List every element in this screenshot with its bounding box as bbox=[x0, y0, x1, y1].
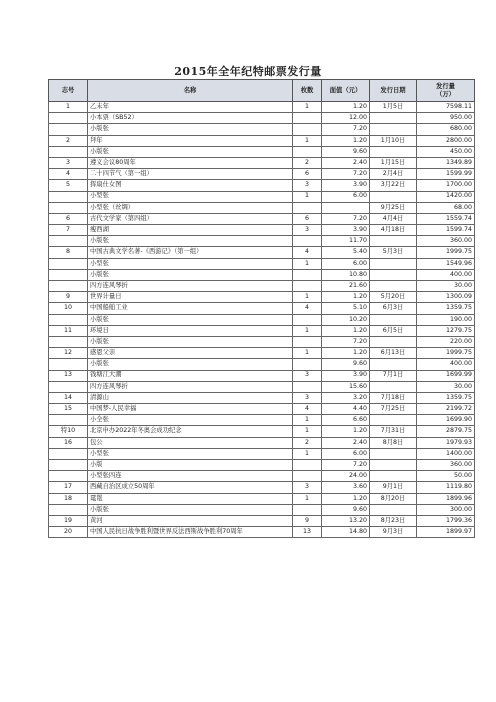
cell-quantity: 1349.89 bbox=[417, 157, 475, 168]
cell-name: 四方连风琴折 bbox=[88, 281, 293, 292]
cell-face-value: 3.60 bbox=[322, 482, 370, 493]
table-row bbox=[49, 325, 475, 336]
cell-face-value: 1.20 bbox=[322, 102, 370, 113]
table-row bbox=[49, 157, 475, 168]
cell-issue-date: 6月5日 bbox=[370, 325, 417, 336]
cell-name: 清源山 bbox=[88, 392, 293, 403]
cell-quantity: 30.00 bbox=[417, 381, 475, 392]
header-quantity-line2: （万） bbox=[436, 90, 455, 98]
cell-issue-number bbox=[49, 471, 88, 482]
cell-name: 中国古典文学名著-《西游记》（第一组） bbox=[88, 247, 293, 258]
cell-count: 4 bbox=[293, 247, 322, 258]
table-row bbox=[49, 482, 475, 493]
cell-count bbox=[293, 381, 322, 392]
table-row bbox=[49, 314, 475, 325]
cell-issue-date: 8月20日 bbox=[370, 493, 417, 504]
cell-quantity: 1700.00 bbox=[417, 180, 475, 191]
cell-issue-number: 特10 bbox=[49, 426, 88, 437]
table-row bbox=[49, 247, 475, 258]
cell-issue-date bbox=[370, 113, 417, 124]
cell-issue-number: 13 bbox=[49, 370, 88, 381]
table-row bbox=[49, 471, 475, 482]
cell-count: 1 bbox=[293, 426, 322, 437]
table-row bbox=[49, 437, 475, 448]
cell-issue-number: 14 bbox=[49, 392, 88, 403]
cell-issue-number: 10 bbox=[49, 303, 88, 314]
cell-issue-number: 12 bbox=[49, 348, 88, 359]
cell-issue-number bbox=[49, 281, 88, 292]
cell-issue-number bbox=[49, 191, 88, 202]
table-row bbox=[49, 113, 475, 124]
cell-quantity: 2800.00 bbox=[417, 135, 475, 146]
cell-issue-number: 17 bbox=[49, 482, 88, 493]
table-row bbox=[49, 504, 475, 515]
cell-name: 小型张四连 bbox=[88, 471, 293, 482]
cell-quantity: 300.00 bbox=[417, 504, 475, 515]
table-row bbox=[49, 404, 475, 415]
cell-count bbox=[293, 113, 322, 124]
cell-issue-number bbox=[49, 448, 88, 459]
cell-issue-date: 5月3日 bbox=[370, 247, 417, 258]
table-row bbox=[49, 180, 475, 191]
cell-name: 小版张 bbox=[88, 359, 293, 370]
cell-issue-number bbox=[49, 415, 88, 426]
cell-face-value: 1.20 bbox=[322, 325, 370, 336]
cell-issue-date: 5月20日 bbox=[370, 292, 417, 303]
cell-name: 遵义会议80周年 bbox=[88, 157, 293, 168]
cell-name: 小版张 bbox=[88, 124, 293, 135]
cell-name: 古代文学家（第四组） bbox=[88, 213, 293, 224]
cell-issue-number: 9 bbox=[49, 292, 88, 303]
cell-face-value: 7.20 bbox=[322, 460, 370, 471]
cell-issue-number: 18 bbox=[49, 493, 88, 504]
stamp-issue-table bbox=[48, 79, 475, 538]
cell-quantity: 1999.75 bbox=[417, 348, 475, 359]
cell-face-value: 13.20 bbox=[322, 515, 370, 526]
table-row bbox=[49, 415, 475, 426]
cell-quantity: 1549.96 bbox=[417, 258, 475, 269]
cell-count: 2 bbox=[293, 437, 322, 448]
cell-face-value: 9.60 bbox=[322, 146, 370, 157]
cell-count: 1 bbox=[293, 348, 322, 359]
cell-count bbox=[293, 471, 322, 482]
cell-name: 鼋鼍 bbox=[88, 493, 293, 504]
cell-issue-date bbox=[370, 336, 417, 347]
cell-quantity: 680.00 bbox=[417, 124, 475, 135]
cell-issue-date: 7月18日 bbox=[370, 392, 417, 403]
cell-count: 3 bbox=[293, 180, 322, 191]
cell-name: 四方连风琴折 bbox=[88, 381, 293, 392]
cell-quantity: 1559.74 bbox=[417, 213, 475, 224]
cell-name: 包公 bbox=[88, 437, 293, 448]
cell-issue-number bbox=[49, 504, 88, 515]
cell-issue-date bbox=[370, 124, 417, 135]
cell-count bbox=[293, 336, 322, 347]
header-quantity-line1: 发行量 bbox=[436, 82, 455, 90]
cell-count: 6 bbox=[293, 169, 322, 180]
table-row bbox=[49, 258, 475, 269]
cell-issue-number: 19 bbox=[49, 515, 88, 526]
cell-issue-number bbox=[49, 236, 88, 247]
cell-face-value: 10.80 bbox=[322, 269, 370, 280]
table-row bbox=[49, 135, 475, 146]
cell-issue-date: 8月23日 bbox=[370, 515, 417, 526]
cell-face-value: 7.20 bbox=[322, 213, 370, 224]
cell-issue-number: 15 bbox=[49, 404, 88, 415]
cell-face-value: 24.00 bbox=[322, 471, 370, 482]
table-row bbox=[49, 191, 475, 202]
cell-name: 乙未年 bbox=[88, 102, 293, 113]
cell-issue-date: 6月13日 bbox=[370, 348, 417, 359]
cell-issue-number bbox=[49, 269, 88, 280]
table-row bbox=[49, 213, 475, 224]
cell-quantity: 1999.75 bbox=[417, 247, 475, 258]
cell-name: 中国人民抗日战争胜利暨世界反法西斯战争胜利70周年 bbox=[88, 527, 293, 538]
cell-face-value: 9.60 bbox=[322, 504, 370, 515]
table-row bbox=[49, 348, 475, 359]
cell-quantity: 2199.72 bbox=[417, 404, 475, 415]
cell-name: 拜年 bbox=[88, 135, 293, 146]
cell-name: 小型张 bbox=[88, 448, 293, 459]
cell-count bbox=[293, 124, 322, 135]
cell-issue-number bbox=[49, 202, 88, 213]
cell-count: 1 bbox=[293, 415, 322, 426]
cell-issue-number: 20 bbox=[49, 527, 88, 538]
cell-issue-number: 11 bbox=[49, 325, 88, 336]
cell-issue-date: 9月25日 bbox=[370, 202, 417, 213]
cell-name: 西藏自治区成立50周年 bbox=[88, 482, 293, 493]
cell-face-value: 7.20 bbox=[322, 124, 370, 135]
cell-quantity: 7598.11 bbox=[417, 102, 475, 113]
table-row bbox=[49, 236, 475, 247]
cell-count: 1 bbox=[293, 493, 322, 504]
header-name: 名称 bbox=[88, 80, 293, 102]
cell-quantity: 1359.75 bbox=[417, 303, 475, 314]
cell-issue-number: 16 bbox=[49, 437, 88, 448]
page-title: 2015年全年纪特邮票发行量 bbox=[174, 65, 322, 78]
cell-face-value: 5.10 bbox=[322, 303, 370, 314]
cell-count: 2 bbox=[293, 157, 322, 168]
cell-count: 3 bbox=[293, 370, 322, 381]
cell-quantity: 360.00 bbox=[417, 236, 475, 247]
table-row bbox=[49, 515, 475, 526]
cell-face-value: 3.20 bbox=[322, 392, 370, 403]
cell-name: 感恩父亲 bbox=[88, 348, 293, 359]
cell-face-value: 1.20 bbox=[322, 292, 370, 303]
cell-face-value: 10.20 bbox=[322, 314, 370, 325]
table-row bbox=[49, 336, 475, 347]
cell-issue-date: 6月3日 bbox=[370, 303, 417, 314]
cell-issue-date bbox=[370, 359, 417, 370]
cell-name: 小本票（SB52） bbox=[88, 113, 293, 124]
cell-issue-number bbox=[49, 314, 88, 325]
cell-issue-number: 5 bbox=[49, 180, 88, 191]
cell-issue-date bbox=[370, 460, 417, 471]
cell-issue-number bbox=[49, 124, 88, 135]
cell-face-value: 9.60 bbox=[322, 359, 370, 370]
header-quantity bbox=[417, 80, 475, 102]
cell-issue-date: 7月1日 bbox=[370, 370, 417, 381]
cell-issue-number bbox=[49, 146, 88, 157]
cell-quantity: 1599.74 bbox=[417, 225, 475, 236]
cell-issue-date: 9月3日 bbox=[370, 527, 417, 538]
cell-face-value: 7.20 bbox=[322, 336, 370, 347]
cell-face-value: 6.00 bbox=[322, 258, 370, 269]
cell-name: 小型张 bbox=[88, 258, 293, 269]
cell-quantity: 50.00 bbox=[417, 471, 475, 482]
cell-face-value: 3.90 bbox=[322, 180, 370, 191]
cell-issue-date bbox=[370, 281, 417, 292]
cell-issue-date bbox=[370, 504, 417, 515]
cell-name: 黄河 bbox=[88, 515, 293, 526]
cell-face-value: 2.40 bbox=[322, 437, 370, 448]
cell-face-value: 11.70 bbox=[322, 236, 370, 247]
cell-quantity: 1599.99 bbox=[417, 169, 475, 180]
cell-quantity: 1899.97 bbox=[417, 527, 475, 538]
cell-issue-date: 3月22日 bbox=[370, 180, 417, 191]
cell-count: 9 bbox=[293, 515, 322, 526]
cell-quantity: 1699.99 bbox=[417, 370, 475, 381]
cell-name: 小版张 bbox=[88, 314, 293, 325]
cell-issue-date bbox=[370, 415, 417, 426]
cell-name: 瘦西湖 bbox=[88, 225, 293, 236]
table-row bbox=[49, 124, 475, 135]
table-row bbox=[49, 448, 475, 459]
cell-face-value: 6.00 bbox=[322, 191, 370, 202]
cell-issue-date bbox=[370, 269, 417, 280]
cell-issue-date bbox=[370, 381, 417, 392]
cell-quantity: 1799.36 bbox=[417, 515, 475, 526]
cell-issue-number: 1 bbox=[49, 102, 88, 113]
table-row bbox=[49, 281, 475, 292]
header-count: 枚数 bbox=[293, 80, 322, 102]
cell-count: 1 bbox=[293, 102, 322, 113]
cell-face-value bbox=[322, 202, 370, 213]
cell-name: 小版张 bbox=[88, 146, 293, 157]
cell-count: 4 bbox=[293, 404, 322, 415]
cell-quantity: 1359.75 bbox=[417, 392, 475, 403]
table-row bbox=[49, 292, 475, 303]
cell-name: 小版张 bbox=[88, 236, 293, 247]
cell-count: 3 bbox=[293, 392, 322, 403]
cell-quantity: 450.00 bbox=[417, 146, 475, 157]
cell-face-value: 4.40 bbox=[322, 404, 370, 415]
cell-name: 小版张 bbox=[88, 336, 293, 347]
cell-quantity: 1300.09 bbox=[417, 292, 475, 303]
cell-issue-date: 4月18日 bbox=[370, 225, 417, 236]
table-row bbox=[49, 381, 475, 392]
cell-quantity: 1899.96 bbox=[417, 493, 475, 504]
cell-name: 钱塘江大潮 bbox=[88, 370, 293, 381]
header-issue-number: 志号 bbox=[49, 80, 88, 102]
cell-count bbox=[293, 269, 322, 280]
cell-issue-number: 7 bbox=[49, 225, 88, 236]
table-row bbox=[49, 102, 475, 113]
cell-issue-number: 8 bbox=[49, 247, 88, 258]
cell-issue-date: 9月1日 bbox=[370, 482, 417, 493]
cell-issue-number bbox=[49, 336, 88, 347]
cell-issue-date: 1月15日 bbox=[370, 157, 417, 168]
cell-count bbox=[293, 504, 322, 515]
cell-count: 1 bbox=[293, 292, 322, 303]
cell-quantity: 1279.75 bbox=[417, 325, 475, 336]
cell-count bbox=[293, 236, 322, 247]
cell-name: 二十四节气（第一组） bbox=[88, 169, 293, 180]
table-row bbox=[49, 426, 475, 437]
cell-issue-number: 4 bbox=[49, 169, 88, 180]
cell-quantity: 360.00 bbox=[417, 460, 475, 471]
cell-face-value: 12.00 bbox=[322, 113, 370, 124]
cell-issue-date: 1月5日 bbox=[370, 102, 417, 113]
cell-count: 1 bbox=[293, 325, 322, 336]
cell-count: 1 bbox=[293, 135, 322, 146]
table-row bbox=[49, 146, 475, 157]
cell-count: 1 bbox=[293, 448, 322, 459]
cell-count: 3 bbox=[293, 482, 322, 493]
table-row bbox=[49, 225, 475, 236]
cell-name: 小型张 bbox=[88, 191, 293, 202]
cell-name: 挥扇仕女图 bbox=[88, 180, 293, 191]
table-row bbox=[49, 527, 475, 538]
cell-quantity: 1119.80 bbox=[417, 482, 475, 493]
cell-quantity: 400.00 bbox=[417, 269, 475, 280]
cell-face-value: 7.20 bbox=[322, 169, 370, 180]
cell-name: 小全张 bbox=[88, 415, 293, 426]
cell-face-value: 1.20 bbox=[322, 348, 370, 359]
cell-issue-date bbox=[370, 191, 417, 202]
cell-face-value: 6.00 bbox=[322, 448, 370, 459]
table-row bbox=[49, 202, 475, 213]
table-row bbox=[49, 359, 475, 370]
cell-count: 1 bbox=[293, 258, 322, 269]
cell-issue-date: 7月31日 bbox=[370, 426, 417, 437]
cell-quantity: 2879.75 bbox=[417, 426, 475, 437]
cell-issue-date: 7月25日 bbox=[370, 404, 417, 415]
cell-count bbox=[293, 281, 322, 292]
cell-quantity: 1979.93 bbox=[417, 437, 475, 448]
cell-name: 小版张 bbox=[88, 504, 293, 515]
table-row bbox=[49, 303, 475, 314]
cell-quantity: 1420.00 bbox=[417, 191, 475, 202]
cell-issue-date bbox=[370, 146, 417, 157]
table-row bbox=[49, 460, 475, 471]
cell-issue-number: 2 bbox=[49, 135, 88, 146]
cell-quantity: 220.00 bbox=[417, 336, 475, 347]
cell-count: 1 bbox=[293, 191, 322, 202]
cell-issue-number bbox=[49, 258, 88, 269]
cell-name: 环境日 bbox=[88, 325, 293, 336]
cell-issue-date: 8月8日 bbox=[370, 437, 417, 448]
cell-count: 13 bbox=[293, 527, 322, 538]
cell-quantity: 400.00 bbox=[417, 359, 475, 370]
cell-issue-date: 1月10日 bbox=[370, 135, 417, 146]
cell-quantity: 30.00 bbox=[417, 281, 475, 292]
cell-issue-number bbox=[49, 460, 88, 471]
table-row bbox=[49, 269, 475, 280]
cell-issue-date bbox=[370, 448, 417, 459]
cell-face-value: 6.60 bbox=[322, 415, 370, 426]
cell-face-value: 15.60 bbox=[322, 381, 370, 392]
table-header-row bbox=[49, 80, 475, 102]
cell-issue-date bbox=[370, 236, 417, 247]
cell-count bbox=[293, 146, 322, 157]
cell-name: 世界计量日 bbox=[88, 292, 293, 303]
cell-name: 小版 bbox=[88, 460, 293, 471]
cell-face-value: 5.40 bbox=[322, 247, 370, 258]
cell-name: 中国梦-人民幸福 bbox=[88, 404, 293, 415]
cell-issue-date bbox=[370, 471, 417, 482]
header-issue-date: 发行日期 bbox=[370, 80, 417, 102]
cell-issue-number bbox=[49, 381, 88, 392]
cell-quantity: 68.00 bbox=[417, 202, 475, 213]
cell-name: 中国船舶工业 bbox=[88, 303, 293, 314]
cell-count bbox=[293, 460, 322, 471]
cell-count bbox=[293, 202, 322, 213]
header-face-value: 面值（元） bbox=[322, 80, 370, 102]
table-row bbox=[49, 370, 475, 381]
cell-issue-date bbox=[370, 314, 417, 325]
cell-face-value: 3.90 bbox=[322, 225, 370, 236]
cell-quantity: 1400.00 bbox=[417, 448, 475, 459]
cell-quantity: 190.00 bbox=[417, 314, 475, 325]
cell-face-value: 14.80 bbox=[322, 527, 370, 538]
cell-issue-number bbox=[49, 359, 88, 370]
cell-issue-date: 4月4日 bbox=[370, 213, 417, 224]
cell-quantity: 1699.90 bbox=[417, 415, 475, 426]
cell-issue-date bbox=[370, 258, 417, 269]
table-row bbox=[49, 392, 475, 403]
cell-face-value: 2.40 bbox=[322, 157, 370, 168]
cell-count: 6 bbox=[293, 213, 322, 224]
cell-name: 北京申办2022年冬奥会成功纪念 bbox=[88, 426, 293, 437]
cell-name: 小型张（丝绸） bbox=[88, 202, 293, 213]
cell-count: 3 bbox=[293, 225, 322, 236]
cell-issue-number bbox=[49, 113, 88, 124]
cell-count bbox=[293, 314, 322, 325]
cell-face-value: 21.60 bbox=[322, 281, 370, 292]
cell-face-value: 1.20 bbox=[322, 135, 370, 146]
cell-quantity: 950.00 bbox=[417, 113, 475, 124]
cell-issue-date: 2月4日 bbox=[370, 169, 417, 180]
cell-count: 4 bbox=[293, 303, 322, 314]
cell-issue-number: 6 bbox=[49, 213, 88, 224]
table-row bbox=[49, 493, 475, 504]
cell-count bbox=[293, 359, 322, 370]
cell-face-value: 1.20 bbox=[322, 493, 370, 504]
cell-face-value: 1.20 bbox=[322, 426, 370, 437]
table-row bbox=[49, 169, 475, 180]
cell-face-value: 3.90 bbox=[322, 370, 370, 381]
cell-issue-number: 3 bbox=[49, 157, 88, 168]
cell-name: 小版张 bbox=[88, 269, 293, 280]
